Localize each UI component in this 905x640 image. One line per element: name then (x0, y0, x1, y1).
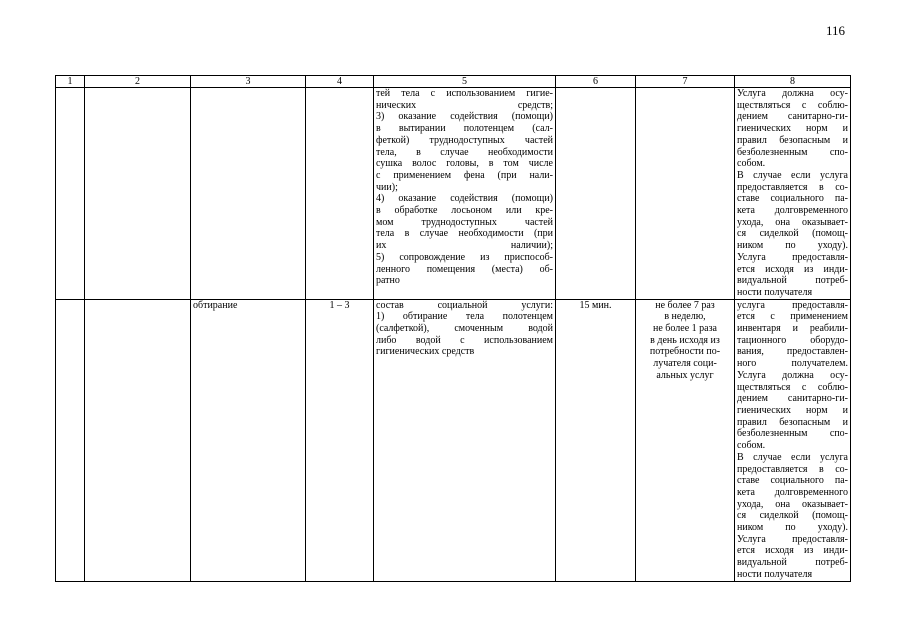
cell-line: в день исходя из (650, 334, 720, 346)
cell-line: (салфеткой), смоченным водой (376, 323, 553, 335)
cell-line: В случае если услуга (737, 451, 848, 463)
header-cell: 4 (306, 76, 374, 88)
cell-line: предоставляется в со- (737, 181, 848, 193)
cell-line: гигиенических средств (376, 346, 475, 358)
cell-line: ставе социального па- (737, 193, 848, 205)
cell-line: Услуга должна осу- (737, 88, 848, 99)
cell-line: правил безопасным и (737, 134, 848, 146)
cell-line: либо водой с использованием (376, 334, 553, 346)
cell-line: ется с применением (737, 311, 848, 323)
cell-line: их наличии); (376, 240, 553, 252)
cell-line: в обработке лосьоном или кре- (376, 205, 553, 217)
cell-frequency-range (306, 88, 374, 300)
cell-line: собом. (737, 158, 766, 170)
table-row (56, 88, 851, 300)
cell-line: тей тела с использованием гигие- (376, 88, 553, 99)
cell-line: не более 7 раз (655, 299, 715, 311)
cell-line: ществляться с соблю- (737, 381, 848, 393)
cell-frequency-range: 1 – 3 (306, 299, 374, 581)
cell-conditions (735, 299, 851, 581)
cell-line: не более 1 раза (653, 323, 717, 335)
cell-line: видуальной потреб- (737, 275, 848, 287)
cell-line: собом. (737, 440, 766, 452)
cell-line: тационного оборудо- (737, 334, 848, 346)
cell-line: ратно (376, 275, 400, 287)
cell-line: ухода, она оказывает- (737, 216, 848, 228)
cell-line: В случае если услуга (737, 169, 848, 181)
cell-line: правил безопасным и (737, 416, 848, 428)
cell-line: Услуга должна осу- (737, 369, 848, 381)
header-cell: 6 (556, 76, 636, 88)
cell-line: ником по уходу). (737, 522, 848, 534)
cell-duration (556, 299, 636, 581)
cell-service-content (374, 88, 556, 300)
cell-line: сушка волос головы, в том числе (376, 158, 553, 170)
cell-line: ся сиделкой (помощ- (737, 228, 848, 240)
cell-line: нических средств; (376, 99, 553, 111)
cell-line: предоставляется в со- (737, 463, 848, 475)
cell-line: ется исходя из инди- (737, 263, 848, 275)
cell-line: феткой) труднодоступных частей (376, 134, 553, 146)
header-cell: 1 (56, 76, 85, 88)
cell-periodicity (636, 88, 735, 300)
cell-duration (556, 88, 636, 300)
cell-line: услуга предоставля- (737, 299, 848, 311)
cell-line: ности получателя (737, 568, 813, 580)
table-row (56, 299, 851, 581)
cell-line: тела, в случае необходимости (376, 146, 553, 158)
cell-line: 3) оказание содействия (помощи) (376, 111, 553, 123)
page-number: 116 (826, 23, 846, 38)
cell-line: ухода, она оказывает- (737, 498, 848, 510)
cell-line: ности получателя (737, 286, 813, 298)
cell-line: лучателя соци- (653, 358, 717, 370)
cell-service-group (85, 299, 191, 581)
cell-line: безболезненным спо- (737, 428, 848, 440)
cell-line: тела в случае необходимости (при (376, 228, 553, 240)
header-cell: 8 (735, 76, 851, 88)
cell-line: безболезненным спо- (737, 146, 848, 158)
header-cell: 7 (636, 76, 735, 88)
cell-line: 1) обтирание тела полотенцем (376, 311, 553, 323)
header-cell: 5 (374, 76, 556, 88)
cell-line: ся сиделкой (помощ- (737, 510, 848, 522)
cell-number (56, 299, 85, 581)
cell-service-group (85, 88, 191, 300)
cell-line: ленного помещения (места) об- (376, 263, 553, 275)
cell-line: с применением фена (при нали- (376, 169, 553, 181)
cell-line: чии); (376, 181, 398, 193)
cell-line: в неделю, (664, 311, 706, 323)
cell-line: 5) сопровождение из приспособ- (376, 251, 553, 263)
cell-line: ществляться с соблю- (737, 99, 848, 111)
cell-line: инвентаря и реабили- (737, 323, 848, 335)
cell-line: в вытирании полотенцем (сал- (376, 123, 553, 135)
cell-line: видуальной потреб- (737, 557, 848, 569)
header-cell: 3 (191, 76, 306, 88)
cell-line: ного получателем. (737, 358, 848, 370)
cell-line: Услуга предоставля- (737, 533, 848, 545)
cell-line: 15 мин. (579, 299, 612, 311)
cell-line: потребности по- (649, 346, 721, 358)
cell-service-content (374, 299, 556, 581)
cell-line: дением санитарно-ги- (737, 111, 848, 123)
cell-service-name (191, 88, 306, 300)
cell-line: ется исходя из инди- (737, 545, 848, 557)
cell-line: 4) оказание содействия (помощи) (376, 193, 553, 205)
cell-line: гиенических норм и (737, 404, 848, 416)
header-cell: 2 (85, 76, 191, 88)
cell-conditions (735, 88, 851, 300)
header-row (56, 76, 851, 88)
services-table (55, 75, 851, 582)
cell-service-name: обтирание (191, 299, 306, 581)
cell-number (56, 88, 85, 300)
cell-line: гиенических норм и (737, 123, 848, 135)
cell-line: вания, предоставлен- (737, 346, 848, 358)
cell-line: мом труднодоступных частей (376, 216, 553, 228)
cell-line: состав социальной услуги: (376, 299, 553, 311)
cell-line: ставе социального па- (737, 475, 848, 487)
cell-line: альных услуг (656, 369, 714, 381)
cell-line: ником по уходу). (737, 240, 848, 252)
cell-line: Услуга предоставля- (737, 251, 848, 263)
cell-periodicity (636, 299, 735, 581)
cell-line: кета долговременного (737, 486, 848, 498)
cell-line: кета долговременного (737, 205, 848, 217)
cell-line: дением санитарно-ги- (737, 393, 848, 405)
